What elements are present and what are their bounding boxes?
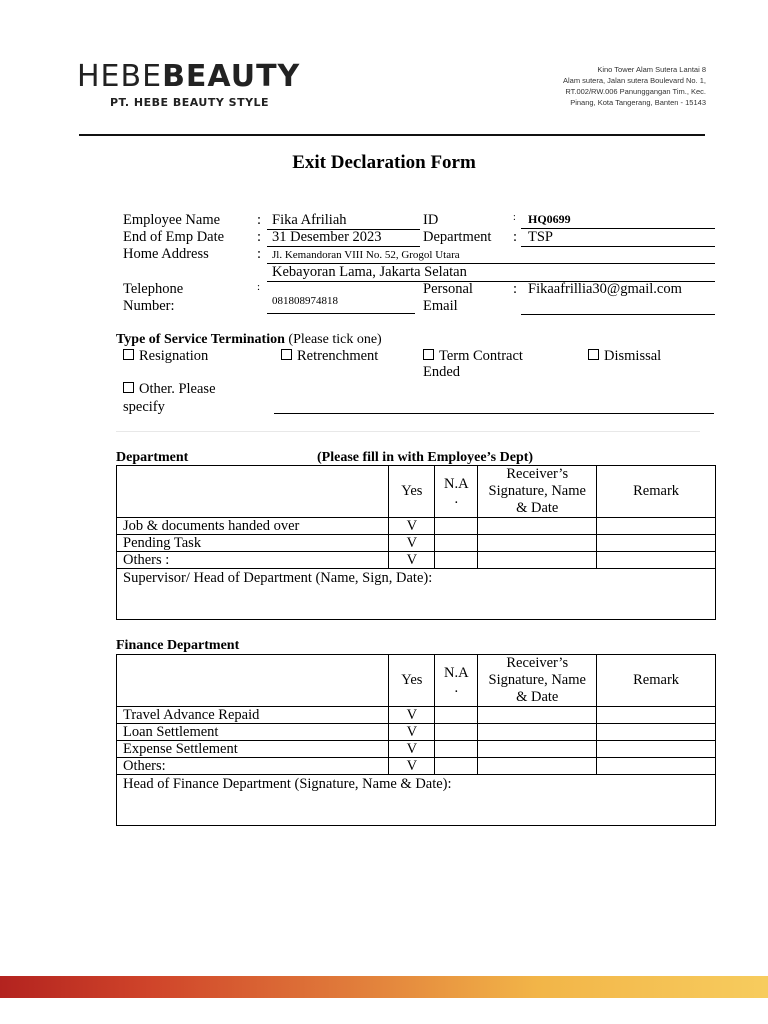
table-row <box>117 535 716 552</box>
row-yes[interactable]: V <box>389 724 435 741</box>
checkbox-icon[interactable] <box>588 349 599 360</box>
row-na[interactable] <box>435 535 478 552</box>
header-remark: Remark <box>597 466 716 518</box>
table-row <box>117 758 716 775</box>
address-line: Kino Tower Alam Sutera Lantai 8 <box>597 65 706 74</box>
colon: : <box>513 281 518 297</box>
header-receiver <box>478 466 597 518</box>
row-receiver[interactable] <box>478 724 597 741</box>
email-label: Personal <box>423 281 473 297</box>
section-divider <box>116 431 700 432</box>
termination-title: Type of Service Termination <box>116 332 285 347</box>
signoff-row <box>117 775 716 826</box>
row-remark[interactable] <box>597 518 716 535</box>
row-na[interactable] <box>435 741 478 758</box>
option-dismissal[interactable] <box>588 348 661 365</box>
row-item: Pending Task <box>117 535 389 552</box>
row-item: Travel Advance Repaid <box>117 707 389 724</box>
finance-head-signoff[interactable]: Head of Finance Department (Signature, Name & Date): <box>117 775 716 826</box>
header-yes: Yes <box>389 655 435 707</box>
row-remark[interactable] <box>597 552 716 569</box>
header-receiver-line1: Receiver’s <box>506 466 569 482</box>
row-item: Loan Settlement <box>117 724 389 741</box>
table-header-row <box>117 655 716 707</box>
form-title: Exit Declaration Form <box>292 152 476 173</box>
header-receiver-line1: Receiver’s <box>506 655 569 671</box>
row-yes[interactable]: V <box>389 741 435 758</box>
row-yes[interactable]: V <box>389 707 435 724</box>
row-receiver[interactable] <box>478 552 597 569</box>
termination-heading <box>116 331 382 348</box>
header-na <box>435 655 478 707</box>
option-other[interactable] <box>123 381 216 398</box>
option-other-line2: specify <box>123 399 165 415</box>
finance-heading: Finance Department <box>116 638 240 653</box>
header-na-line1: N.A <box>444 664 469 681</box>
checkbox-icon[interactable] <box>281 349 292 360</box>
home-address-label: Home Address <box>123 246 209 262</box>
checkbox-icon[interactable] <box>123 349 134 360</box>
header-receiver-line3: & Date <box>516 500 559 516</box>
table-header-item <box>117 466 389 518</box>
row-yes[interactable]: V <box>389 518 435 535</box>
row-remark[interactable] <box>597 758 716 775</box>
department-field[interactable]: TSP <box>521 229 715 247</box>
option-label: Retrenchment <box>297 348 379 364</box>
email-field[interactable]: Fikaafrillia30@gmail.com <box>521 281 715 315</box>
row-item: Others: <box>117 758 389 775</box>
email-label-2: Email <box>423 298 458 314</box>
row-na[interactable] <box>435 724 478 741</box>
checkbox-icon[interactable] <box>423 349 434 360</box>
home-address-field-line1[interactable]: Jl. Kemandoran VIII No. 52, Grogol Utara <box>267 247 715 264</box>
table-row <box>117 518 716 535</box>
row-item: Expense Settlement <box>117 741 389 758</box>
logo-text-light: HEBE <box>77 59 163 94</box>
row-na[interactable] <box>435 758 478 775</box>
end-date-field[interactable]: 31 Desember 2023 <box>267 229 420 247</box>
id-label: ID <box>423 212 439 228</box>
header-na-line2: . <box>454 490 459 507</box>
termination-hint: (Please tick one) <box>288 332 382 347</box>
logo-text-bold: BEAUTY <box>162 59 301 94</box>
department-table <box>116 465 716 620</box>
option-term-contract[interactable] <box>423 348 523 365</box>
address-line: RT.002/RW.006 Panunggangan Tim., Kec. <box>565 87 706 96</box>
option-label: Dismissal <box>604 348 662 364</box>
header-remark: Remark <box>597 655 716 707</box>
header-receiver <box>478 655 597 707</box>
row-receiver[interactable] <box>478 518 597 535</box>
finance-table <box>116 654 716 826</box>
row-receiver[interactable] <box>478 741 597 758</box>
end-date-label: End of Emp Date <box>123 229 225 245</box>
colon: : <box>257 212 262 228</box>
row-remark[interactable] <box>597 724 716 741</box>
row-na[interactable] <box>435 552 478 569</box>
header-na-line2: . <box>454 679 459 696</box>
row-na[interactable] <box>435 707 478 724</box>
option-resignation[interactable] <box>123 348 208 365</box>
header-receiver-line2: Signature, Name <box>488 672 586 688</box>
colon: : <box>257 246 262 262</box>
table-row <box>117 741 716 758</box>
signoff-row <box>117 569 716 620</box>
row-item: Others : <box>117 552 389 569</box>
option-label: Resignation <box>139 348 209 364</box>
colon: : <box>513 229 518 245</box>
department-label: Department <box>423 229 492 245</box>
row-receiver[interactable] <box>478 707 597 724</box>
company-address <box>563 64 706 108</box>
row-remark[interactable] <box>597 535 716 552</box>
table-row <box>117 707 716 724</box>
option-term-contract-line2: Ended <box>423 364 461 380</box>
company-logo <box>77 59 301 94</box>
header-receiver-line3: & Date <box>516 689 559 705</box>
row-receiver[interactable] <box>478 758 597 775</box>
checkbox-icon[interactable] <box>123 382 134 393</box>
colon: : <box>257 281 261 293</box>
row-remark[interactable] <box>597 707 716 724</box>
footer-color-bar <box>0 976 768 998</box>
department-note: (Please fill in with Employee’s Dept) <box>317 450 534 465</box>
colon: : <box>513 212 516 223</box>
option-label: Other. Please <box>139 381 216 397</box>
row-remark[interactable] <box>597 741 716 758</box>
row-receiver[interactable] <box>478 535 597 552</box>
row-yes[interactable]: V <box>389 758 435 775</box>
header-receiver-line2: Signature, Name <box>488 483 586 499</box>
employee-id-field[interactable]: HQ0699 <box>521 210 715 229</box>
address-line: Alam sutera, Jalan sutera Boulevard No. 1, <box>563 76 706 85</box>
table-row <box>117 724 716 741</box>
colon: : <box>257 229 262 245</box>
row-na[interactable] <box>435 518 478 535</box>
telephone-field[interactable]: 081808974818 <box>267 290 415 314</box>
header-na <box>435 466 478 518</box>
home-address-field-line2[interactable]: Kebayoran Lama, Jakarta Selatan <box>267 264 715 282</box>
row-item: Job & documents handed over <box>117 518 389 535</box>
telephone-label: Telephone <box>123 281 184 297</box>
table-header-item <box>117 655 389 707</box>
option-retrenchment[interactable] <box>281 348 378 365</box>
header-na-line1: N.A <box>444 475 469 492</box>
supervisor-signoff[interactable]: Supervisor/ Head of Department (Name, Sign, Date): <box>117 569 716 620</box>
employee-name-label: Employee Name <box>123 212 221 228</box>
telephone-label-2: Number: <box>123 298 175 314</box>
address-line: Pinang, Kota Tangerang, Banten - 15143 <box>570 98 706 107</box>
header-rule <box>79 134 705 136</box>
table-row <box>117 552 716 569</box>
header-yes: Yes <box>389 466 435 518</box>
department-heading: Department <box>116 450 189 465</box>
employee-name-field[interactable]: Fika Afriliah <box>267 212 420 230</box>
other-specify-field[interactable] <box>274 413 714 414</box>
table-header-row <box>117 466 716 518</box>
row-yes[interactable]: V <box>389 535 435 552</box>
logo-subtitle: PT. HEBE BEAUTY STYLE <box>110 96 270 109</box>
option-label: Term Contract <box>439 348 523 364</box>
row-yes[interactable]: V <box>389 552 435 569</box>
